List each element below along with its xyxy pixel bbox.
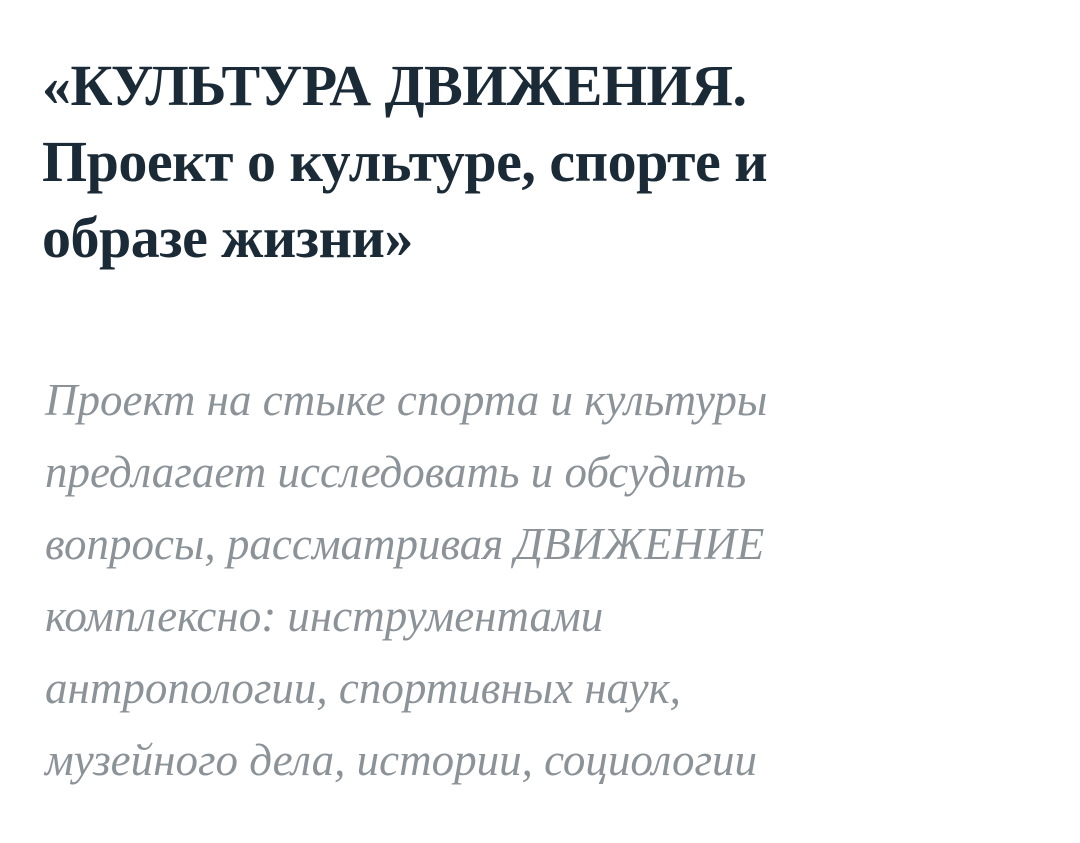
subtitle-line-2: предлагает исследовать и обсудить (45, 447, 747, 497)
title-line-1: «КУЛЬТУРА ДВИЖЕНИЯ. (42, 53, 747, 118)
subtitle-line-4: комплексно: инструментами (45, 591, 604, 641)
subtitle-line-6: музейного дела, истории, социологии (45, 735, 758, 785)
page-title (42, 48, 1040, 276)
title-line-3: образе жизни» (42, 205, 413, 270)
subtitle-line-1: Проект на стыке спорта и культуры (45, 375, 768, 425)
title-line-2: Проект о культуре, спорте и (42, 129, 768, 194)
subtitle-line-3: вопросы, рассматривая ДВИЖЕНИЕ (45, 519, 765, 569)
subtitle-line-5: антропологии, спортивных наук, (45, 663, 681, 713)
page-subtitle (45, 364, 1040, 796)
